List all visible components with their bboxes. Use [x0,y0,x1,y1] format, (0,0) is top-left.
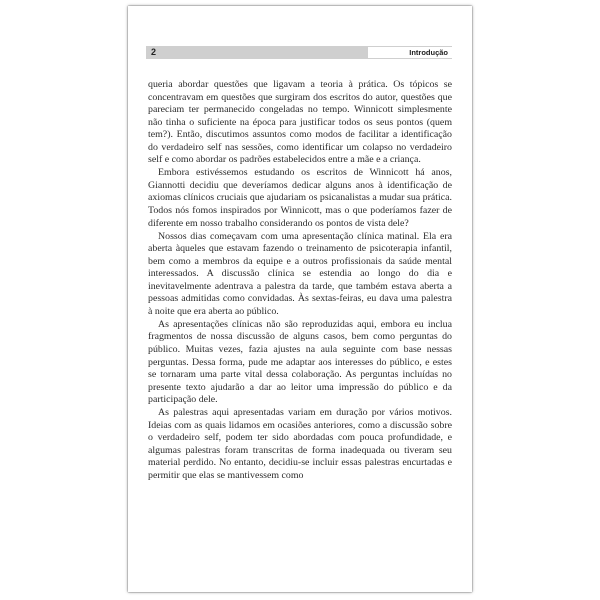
paragraph-4: As apresentações clínicas não são reproduzidas aqui, embora eu inclua fragmentos de nossa discussão de alguns casos, bem como perguntas do público. Muitas vezes, fazia ajustes na aula seguinte com base nessas perguntas. Dessa forma, pude me adaptar aos interesses do público, e estes se tornaram uma parte vital dessa colaboração. As perguntas incluídas no presente texto ajudarão a dar ao leitor uma impressão do público e da participação dele. [148,318,452,406]
paragraph-2: Embora estivéssemos estudando os escritos de Winnicott há anos, Giannotti decidiu que deveríamos dedicar alguns anos à identificação de axiomas clínicos cruciais que ajudariam os psicanalistas a mudar sua prática. Todos nós fomos inspirados por Winnicott, mas o que poderíamos fazer de diferente em nosso trabalho considerando os pontos de vista dele? [148,167,452,229]
paragraph-3: Nossos dias começavam com uma apresentação clínica matinal. Ela era aberta àqueles que estavam fazendo o treinamento de psicoterapia infantil, bem como a membros da equipe e a outros profissionais da saúde mental interessados. A discussão clínica se estendia ao longo do dia e inevitavelmente adentrava a palestra da tarde, que também estava aberta a pessoas admitidas como convidadas. Às sextas-feiras, eu dava uma palestra à noite que era aberta ao público. [148,230,452,317]
page-number: 2 [151,47,157,57]
body-text [148,79,452,483]
paragraph-1: queria abordar questões que ligavam a teoria à prática. Os tópicos se concentravam em questões que surgiram dos escritos do autor, questões que pareciam ter permanecido congeladas no tempo. Winnicott simplesmente não tinha o suficiente na época para justificar todos os seus pontos (quem tem?). Então, discutimos assuntos como modos de facilitar a identificação do verdadeiro self nas sessões, como identificar um colapso no verdadeiro self e como abordar os padrões estabelecidos entre a mãe e a criança. [148,79,452,166]
chapter-title: Introdução [368,46,452,59]
paragraph-5: As palestras aqui apresentadas variam em duração por vários motivos. Ideias com as quais lidamos em ocasiões anteriores, como a discussão sobre o verdadeiro self, podem ter sido abordadas com pouca profundidade, e algumas palestras foram transcritas de forma inadequada ou tiveram seu material perdido. No entanto, decidiu-se incluir essas palestras encurtadas e permitir que elas se mantivessem como [148,407,452,481]
book-page [128,6,472,592]
running-header [146,46,452,59]
